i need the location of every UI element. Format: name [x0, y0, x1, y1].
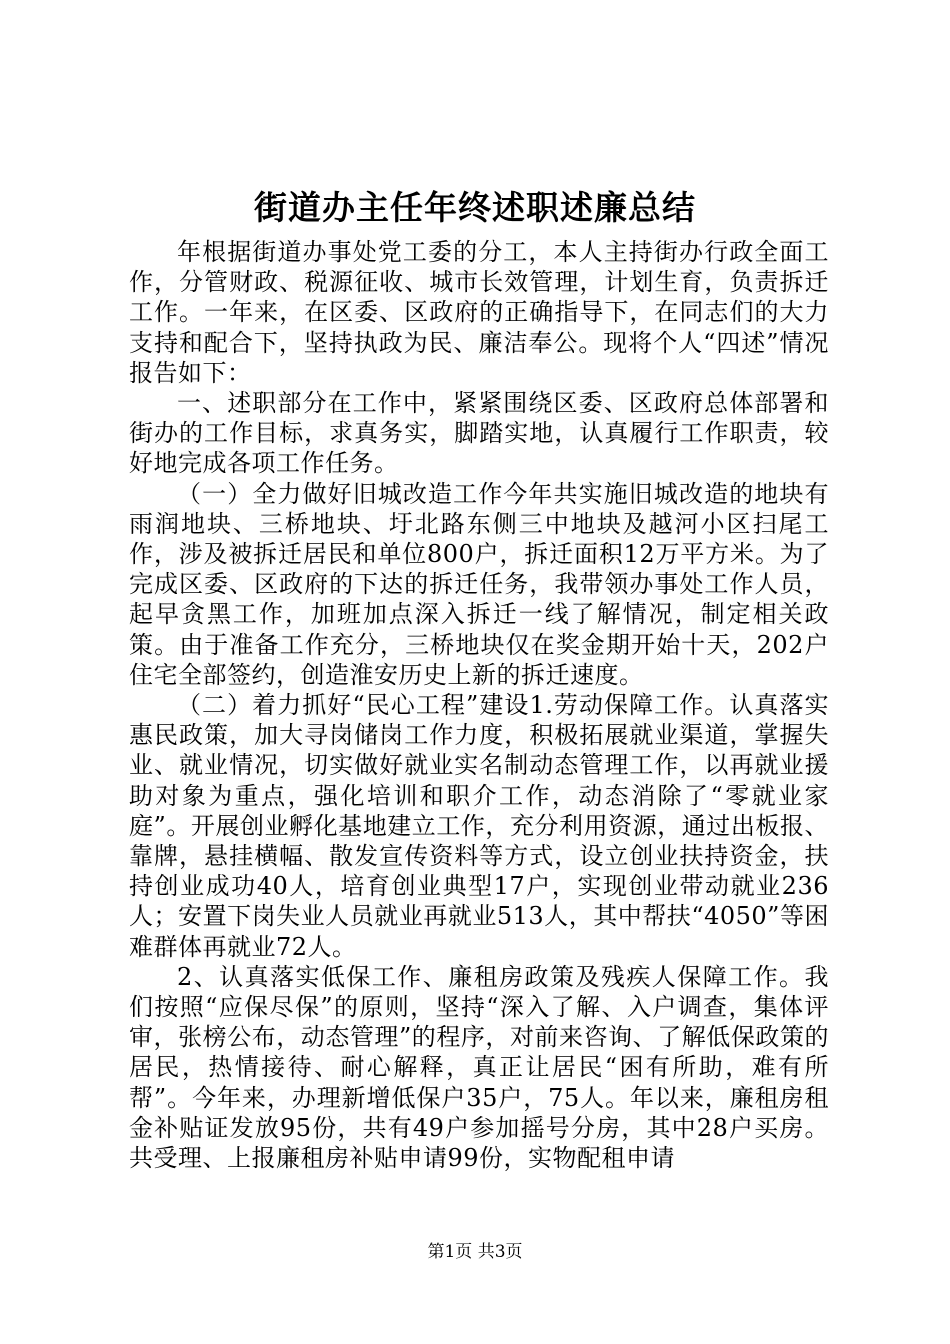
- paragraph-intro: 年根据街道办事处党工委的分工，本人主持街办行政全面工作，分管财政、税源征收、城市长效管理，计划生育，负责拆迁工作。一年来，在区委、区政府的正确指导下，在同志们的大力支持和配合下，坚持执政为民、廉洁奉公。现将个人“四述”情况报告如下：: [129, 238, 829, 387]
- paragraph-livelihood-project: （二）着力抓好“民心工程”建设1.劳动保障工作。认真落实惠民政策，加大寻岗储岗工作力度，积极拓展就业渠道，掌握失业、就业情况，切实做好就业实名制动态管理工作，以再就业援助对象为重点，强化培训和职介工作，动态消除了“零就业家庭”。开展创业孵化基地建立工作，充分利用资源，通过出板报、靠牌，悬挂横幅、散发宣传资料等方式，设立创业扶持资金，扶持创业成功40人，培育创业典型17户，实现创业带动就业236人；安置下岗失业人员就业再就业513人，其中帮扶“4050”等困难群体再就业72人。: [129, 691, 829, 961]
- paragraph-old-city-renovation: （一）全力做好旧城改造工作今年共实施旧城改造的地块有雨润地块、三桥地块、圩北路东侧三中地块及越河小区扫尾工作，涉及被拆迁居民和单位800户，拆迁面积12万平方米。为了完成区委、区政府的下达的拆迁任务，我带领办事处工作人员，起早贪黑工作，加班加点深入拆迁一线了解情况，制定相关政策。由于准备工作充分，三桥地块仅在奖金期开始十天，202户住宅全部签约，创造淮安历史上新的拆迁速度。: [129, 479, 829, 689]
- document-title: 街道办主任年终述职述廉总结: [254, 188, 696, 227]
- page-footer: 第1页 共3页: [427, 1242, 523, 1262]
- paragraph-section-one: 一、述职部分在工作中，紧紧围绕区委、区政府总体部署和街办的工作目标，求真务实，脚踏实地，认真履行工作职责，较好地完成各项工作任务。: [129, 389, 829, 478]
- document-body: [129, 237, 829, 1173]
- paragraph-low-income-support: 2、认真落实低保工作、廉租房政策及残疾人保障工作。我们按照“应保尽保”的原则，坚持“深入了解、入户调查，集体评审，张榜公布，动态管理”的程序，对前来咨询、了解低保政策的居民，热情接待、耐心解释，真正让居民“困有所助，难有所帮”。今年来，办理新增低保户35户，75人。年以来，廉租房租金补贴证发放95份，共有49户参加摇号分房，其中28户买房。共受理、上报廉租房补贴申请99份，实物配租申请: [129, 962, 829, 1173]
